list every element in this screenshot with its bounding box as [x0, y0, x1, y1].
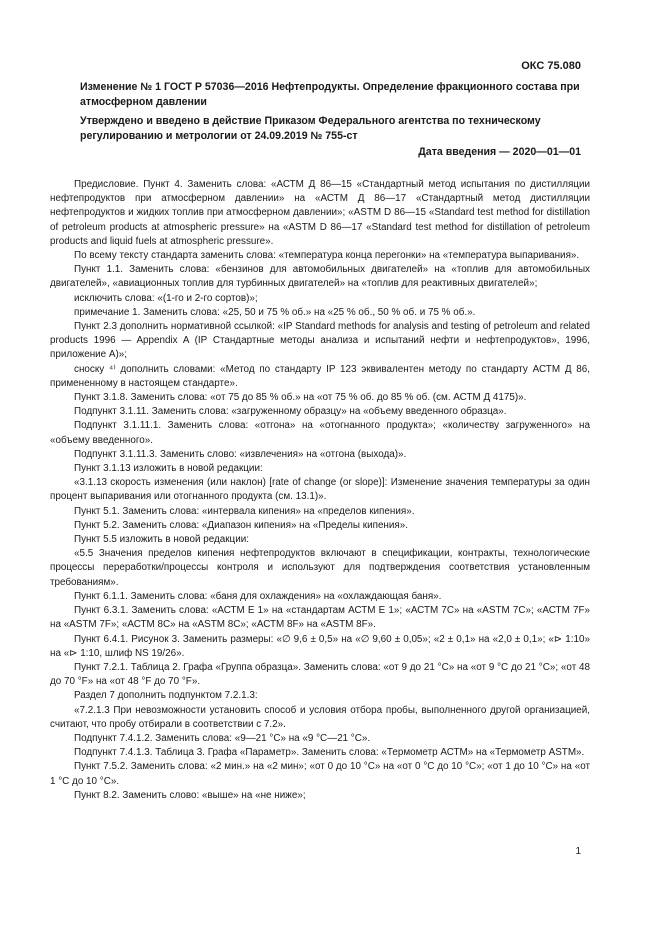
paragraph: Пункт 5.5 изложить в новой редакции:: [74, 534, 249, 546]
paragraph: Пункт 3.1.13 изложить в новой редакции:: [74, 463, 263, 475]
oks-code: ОКС 75.080: [521, 60, 581, 72]
paragraph: Пункт 5.1. Заменить слова: «интервала кипения» на «пределов кипения».: [74, 505, 415, 517]
paragraph: Пункт 6.4.1. Рисунок 3. Заменить размеры: «∅ 9,6 ± 0,5» на «∅ 9,60 ± 0,05»; «2 ± 0,1» на «2,0 ± 0,1»; «⊳ 1:10» на «⊳ 1:10, шлиф NS 19/26».: [50, 633, 590, 659]
approval-statement: Утверждено и введено в действие Приказом Федерального агентства по техническому регулированию и метрологии от 24.09.2019 № 755-ст: [80, 115, 541, 142]
paragraph: Пункт 8.2. Заменить слово: «выше» на «не ниже»;: [74, 789, 306, 801]
paragraph: Пункт 2.3 дополнить нормативной ссылкой: «IP Standard methods for analysis and testing of petroleum and related products 1996 — Appendix A (IP Стандартные методы анализа и испытаний нефти и нефтепродуктов», 1996, приложение А)»;: [50, 321, 590, 361]
paragraph: Предисловие. Пункт 4. Заменить слова: «АСТМ Д 86—15 «Стандартный метод испытания по дистилляции нефтепродуктов при атмосферном давлении» на «АСТМ Д 86—17 «Стандартный метод дистилляции нефтепродуктов и жидких топлив при атмосферном давлении»; «ASTM D 86—15 «Standard test method for distillation of petroleum products at atmospheric pressure» на «ASTM D 86—17 «Standard test method for distillation of petroleum products and liquid fuels at atmospheric pressure».: [50, 179, 590, 247]
paragraph: Пункт 6.1.1. Заменить слова: «баня для охлаждения» на «охлаждающая баня».: [74, 590, 442, 602]
effective-date: Дата введения — 2020—01—01: [418, 146, 581, 158]
paragraph: По всему тексту стандарта заменить слова: «температура конца перегонки» на «температура выпаривания».: [74, 250, 580, 262]
paragraph: примечание 1. Заменить слова: «25, 50 и 75 % об.» на «25 % об., 50 % об. и 75 % об.».: [74, 306, 476, 318]
document-body: [50, 178, 590, 803]
paragraph: «3.1.13 скорость изменения (или наклон) [rate of change (or slope)]: Изменение значения температуры за один процент выпаривания или отогнанного продукта (см. 13.1)».: [50, 477, 590, 503]
paragraph: Подпункт 7.4.1.3. Таблица 3. Графа «Параметр». Заменить слова: «Термометр АСТМ» на «Термометр ASTM».: [74, 747, 585, 759]
paragraph: «5.5 Значения пределов кипения нефтепродуктов включают в спецификации, контракты, технологические процессы переработки/процессы контроля и используют для подтверждения соответствия установленным требованиям».: [50, 548, 590, 588]
paragraph: Пункт 5.2. Заменить слова: «Диапазон кипения» на «Пределы кипения».: [74, 519, 408, 531]
paragraph: «7.2.1.3 При невозможности установить способ и условия отбора пробы, выполненного другой организацией, считают, что пробу отбирали в соответствии с 7.2».: [50, 704, 590, 730]
paragraph: сноску ⁴⁾ дополнить словами: «Метод по стандарту IP 123 эквивалентен методу по стандарту АСТМ Д 86, примененному в настоящем стандарте».: [50, 363, 590, 389]
page-number: 1: [575, 846, 581, 857]
paragraph: Пункт 7.2.1. Таблица 2. Графа «Группа образца». Заменить слова: «от 9 до 21 °С» на «от 9 °С до 21 °С»; «от 48 до 70 °F» на «от 48 °F до 70 °F».: [50, 661, 590, 688]
paragraph: Пункт 1.1. Заменить слова: «бензинов для автомобильных двигателей» на «топлив для автомобильных двигателей», «авиационных топлив для турбинных двигателей» на «топлив для реактивных двигателей»;: [50, 264, 590, 290]
paragraph: Подпункт 3.1.11.1. Заменить слова: «отгона» на «отогнанного продукта»; «количеству загруженного» на «объему введенного».: [50, 420, 590, 446]
paragraph: Пункт 3.1.8. Заменить слова: «от 75 до 85 % об.» на «от 75 % об. до 85 % об. (см. АСТМ Д 4175)».: [74, 392, 527, 404]
amendment-title: Изменение № 1 ГОСТ Р 57036—2016 Нефтепродукты. Определение фракционного состава при атмосферном давлении: [80, 81, 580, 108]
paragraph: Подпункт 7.4.1.2. Заменить слова: «9—21 °С» на «9 °С—21 °С».: [74, 732, 371, 744]
paragraph: Раздел 7 дополнить подпунктом 7.2.1.3:: [74, 690, 258, 702]
paragraph: Пункт 7.5.2. Заменить слова: «2 мин.» на «2 мин»; «от 0 до 10 °С» на «от 0 °С до 10 °С»; «от 1 до 10 °С» на «от 1 °С до 10 °С».: [50, 761, 590, 787]
paragraph: Подпункт 3.1.11. Заменить слова: «загруженному образцу» на «объему введенного образца».: [74, 406, 507, 418]
paragraph: Пункт 6.3.1. Заменить слова: «АСТМ Е 1» на «стандартам АСТМ Е 1»; «АСТМ 7С» на «ASTM 7C»; «АСТМ 7F» на «ASTM 7F»; «АСТМ 8С» на «ASTM 8C»; «АСТМ 8F» на «ASTM 8F».: [50, 605, 590, 631]
paragraph: Подпункт 3.1.11.3. Заменить слово: «извлечения» на «отгона (выхода)».: [74, 448, 407, 460]
paragraph: исключить слова: «(1-го и 2-го сортов)»;: [74, 292, 258, 304]
